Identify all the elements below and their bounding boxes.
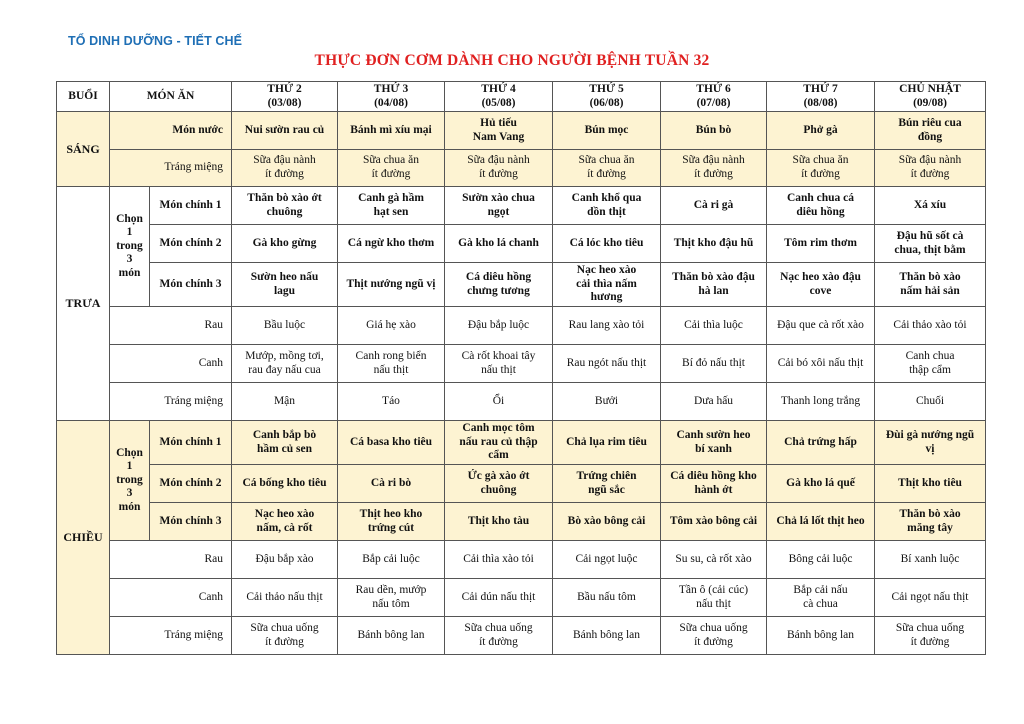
menu-cell: Bún mọc <box>553 112 661 150</box>
menu-cell: Tôm xào bông cải <box>661 503 767 541</box>
menu-cell: Đùi gà nướng ngũ vị <box>875 421 986 465</box>
menu-cell: Phở gà <box>767 112 875 150</box>
menu-cell: Cải thìa luộc <box>661 307 767 345</box>
menu-cell: Sữa đậu nành ít đường <box>875 150 986 187</box>
menu-cell: Bông cải luộc <box>767 541 875 579</box>
dish-category: Canh <box>110 345 232 383</box>
table-row <box>57 345 986 383</box>
menu-cell: Sữa chua ăn ít đường <box>767 150 875 187</box>
header-row <box>57 82 986 112</box>
menu-cell: Dưa hấu <box>661 383 767 421</box>
menu-cell: Bánh mì xíu mại <box>338 112 445 150</box>
menu-cell: Bắp cải nấu cà chua <box>767 579 875 617</box>
menu-cell: Sữa đậu nành ít đường <box>232 150 338 187</box>
menu-cell: Chả trứng hấp <box>767 421 875 465</box>
dish-category: Món chính 3 <box>150 263 232 307</box>
menu-cell: Bánh bông lan <box>553 617 661 655</box>
menu-cell: Ức gà xào ớt chuông <box>445 465 553 503</box>
menu-cell: Trứng chiên ngũ sắc <box>553 465 661 503</box>
menu-cell: Táo <box>338 383 445 421</box>
dish-category: Món chính 2 <box>150 225 232 263</box>
menu-cell: Canh sườn heo bí xanh <box>661 421 767 465</box>
menu-cell: Thanh long trắng <box>767 383 875 421</box>
table-row <box>57 421 986 465</box>
menu-cell: Su su, cà rốt xào <box>661 541 767 579</box>
menu-cell: Cải ngọt nấu thịt <box>875 579 986 617</box>
menu-cell: Đậu bắp xào <box>232 541 338 579</box>
col-day: THỨ 7 (08/08) <box>767 82 875 112</box>
choose-one-note: Chọn 1 trong 3 món <box>110 421 150 541</box>
menu-cell: Cải dún nấu thịt <box>445 579 553 617</box>
col-dish: MÓN ĂN <box>110 82 232 112</box>
menu-cell: Chả lụa rim tiêu <box>553 421 661 465</box>
col-day: CHỦ NHẬT (09/08) <box>875 82 986 112</box>
dish-category: Rau <box>110 307 232 345</box>
dish-category: Tráng miệng <box>110 617 232 655</box>
menu-cell: Bí đỏ nấu thịt <box>661 345 767 383</box>
dish-category: Canh <box>110 579 232 617</box>
menu-cell: Hủ tiếu Nam Vang <box>445 112 553 150</box>
menu-cell: Cải thìa xào tỏi <box>445 541 553 579</box>
table-row <box>57 225 986 263</box>
menu-cell: Đậu que cà rốt xào <box>767 307 875 345</box>
dish-category: Món chính 1 <box>150 421 232 465</box>
menu-cell: Cá bống kho tiêu <box>232 465 338 503</box>
choose-one-note: Chọn 1 trong 3 món <box>110 187 150 307</box>
menu-cell: Nạc heo xào nấm, cà rốt <box>232 503 338 541</box>
menu-cell: Cải thảo xào tỏi <box>875 307 986 345</box>
menu-cell: Thịt kho đậu hũ <box>661 225 767 263</box>
col-day: THỨ 2 (03/08) <box>232 82 338 112</box>
menu-cell: Cà ri bò <box>338 465 445 503</box>
org-name: TỔ DINH DƯỠNG - TIẾT CHẾ <box>68 34 243 48</box>
menu-cell: Thăn bò xào ớt chuông <box>232 187 338 225</box>
menu-cell: Gà kho lá quế <box>767 465 875 503</box>
table-row <box>57 579 986 617</box>
menu-cell: Ổi <box>445 383 553 421</box>
menu-cell: Nạc heo xào đậu cove <box>767 263 875 307</box>
menu-cell: Sườn heo nấu lagu <box>232 263 338 307</box>
table-row <box>57 187 986 225</box>
dish-category: Tráng miệng <box>110 150 232 187</box>
session-label-noon: TRƯA <box>57 187 110 421</box>
menu-cell: Nạc heo xào cải thìa nấm hương <box>553 263 661 307</box>
menu-cell: Sữa chua uống ít đường <box>445 617 553 655</box>
dish-category: Tráng miệng <box>110 383 232 421</box>
menu-cell: Cá ngừ kho thơm <box>338 225 445 263</box>
dish-category: Món chính 3 <box>150 503 232 541</box>
menu-cell: Sữa chua ăn ít đường <box>553 150 661 187</box>
menu-cell: Thăn bò xào măng tây <box>875 503 986 541</box>
menu-cell: Bầu luộc <box>232 307 338 345</box>
menu-cell: Canh khổ qua dồn thịt <box>553 187 661 225</box>
menu-cell: Canh chua cá diêu hồng <box>767 187 875 225</box>
menu-cell: Bầu nấu tôm <box>553 579 661 617</box>
menu-cell: Canh chua thập cẩm <box>875 345 986 383</box>
menu-cell: Canh rong biển nấu thịt <box>338 345 445 383</box>
menu-cell: Chuối <box>875 383 986 421</box>
menu-cell: Thịt kho tàu <box>445 503 553 541</box>
menu-cell: Bắp cải luộc <box>338 541 445 579</box>
menu-cell: Rau lang xào tỏi <box>553 307 661 345</box>
menu-cell: Đậu bắp luộc <box>445 307 553 345</box>
session-label-morning: SÁNG <box>57 112 110 187</box>
menu-cell: Cải bó xôi nấu thịt <box>767 345 875 383</box>
menu-cell: Giá hẹ xào <box>338 307 445 345</box>
menu-cell: Sữa đậu nành ít đường <box>661 150 767 187</box>
table-row <box>57 383 986 421</box>
table-row <box>57 263 986 307</box>
menu-cell: Sữa chua uống ít đường <box>875 617 986 655</box>
menu-cell: Gà kho gừng <box>232 225 338 263</box>
menu-cell: Bưởi <box>553 383 661 421</box>
col-day: THỨ 6 (07/08) <box>661 82 767 112</box>
table-row <box>57 617 986 655</box>
menu-cell: Bò xào bông cải <box>553 503 661 541</box>
menu-cell: Thịt kho tiêu <box>875 465 986 503</box>
menu-cell: Bún riêu cua đồng <box>875 112 986 150</box>
menu-cell: Canh gà hầm hạt sen <box>338 187 445 225</box>
menu-cell: Xá xíu <box>875 187 986 225</box>
menu-cell: Sữa đậu nành ít đường <box>445 150 553 187</box>
menu-cell: Cá lóc kho tiêu <box>553 225 661 263</box>
col-session: BUỔI <box>57 82 110 112</box>
menu-table <box>56 81 986 655</box>
menu-cell: Rau dền, mướp nấu tôm <box>338 579 445 617</box>
menu-cell: Canh bắp bò hầm củ sen <box>232 421 338 465</box>
menu-cell: Bí xanh luộc <box>875 541 986 579</box>
menu-cell: Thịt heo kho trứng cút <box>338 503 445 541</box>
table-row <box>57 307 986 345</box>
menu-cell: Mướp, mồng tơi, rau đay nấu cua <box>232 345 338 383</box>
menu-cell: Cá diêu hồng kho hành ớt <box>661 465 767 503</box>
menu-cell: Tôm rim thơm <box>767 225 875 263</box>
dish-category: Món chính 2 <box>150 465 232 503</box>
table-row <box>57 150 986 187</box>
table-row <box>57 541 986 579</box>
menu-cell: Rau ngót nấu thịt <box>553 345 661 383</box>
menu-cell: Gà kho lá chanh <box>445 225 553 263</box>
menu-cell: Bánh bông lan <box>338 617 445 655</box>
col-day: THỨ 4 (05/08) <box>445 82 553 112</box>
col-day: THỨ 3 (04/08) <box>338 82 445 112</box>
menu-cell: Cá basa kho tiêu <box>338 421 445 465</box>
menu-cell: Sườn xào chua ngọt <box>445 187 553 225</box>
menu-cell: Cải ngọt luộc <box>553 541 661 579</box>
menu-cell: Cải thảo nấu thịt <box>232 579 338 617</box>
menu-cell: Cà rốt khoai tây nấu thịt <box>445 345 553 383</box>
page-title: THỰC ĐƠN CƠM DÀNH CHO NGƯỜI BỆNH TUẦN 32 <box>314 52 710 69</box>
menu-cell: Cá diêu hồng chưng tương <box>445 263 553 307</box>
dish-category: Món nước <box>110 112 232 150</box>
table-row <box>57 465 986 503</box>
menu-cell: Tần ô (cải cúc) nấu thịt <box>661 579 767 617</box>
menu-cell: Thịt nướng ngũ vị <box>338 263 445 307</box>
menu-cell: Sữa chua uống ít đường <box>232 617 338 655</box>
table-row <box>57 503 986 541</box>
menu-cell: Bún bò <box>661 112 767 150</box>
table-row <box>57 112 986 150</box>
menu-cell: Thăn bò xào đậu hà lan <box>661 263 767 307</box>
menu-cell: Sữa chua ăn ít đường <box>338 150 445 187</box>
col-day: THỨ 5 (06/08) <box>553 82 661 112</box>
menu-cell: Bánh bông lan <box>767 617 875 655</box>
menu-cell: Sữa chua uống ít đường <box>661 617 767 655</box>
dish-category: Rau <box>110 541 232 579</box>
menu-cell: Nui sườn rau củ <box>232 112 338 150</box>
dish-category: Món chính 1 <box>150 187 232 225</box>
menu-cell: Thăn bò xào nấm hải sản <box>875 263 986 307</box>
menu-cell: Chả lá lốt thịt heo <box>767 503 875 541</box>
session-label-afternoon: CHIỀU <box>57 421 110 655</box>
menu-cell: Đậu hũ sốt cà chua, thịt bằm <box>875 225 986 263</box>
menu-cell: Mận <box>232 383 338 421</box>
menu-cell: Canh mọc tôm nấu rau củ thập cẩm <box>445 421 553 465</box>
menu-cell: Cà ri gà <box>661 187 767 225</box>
